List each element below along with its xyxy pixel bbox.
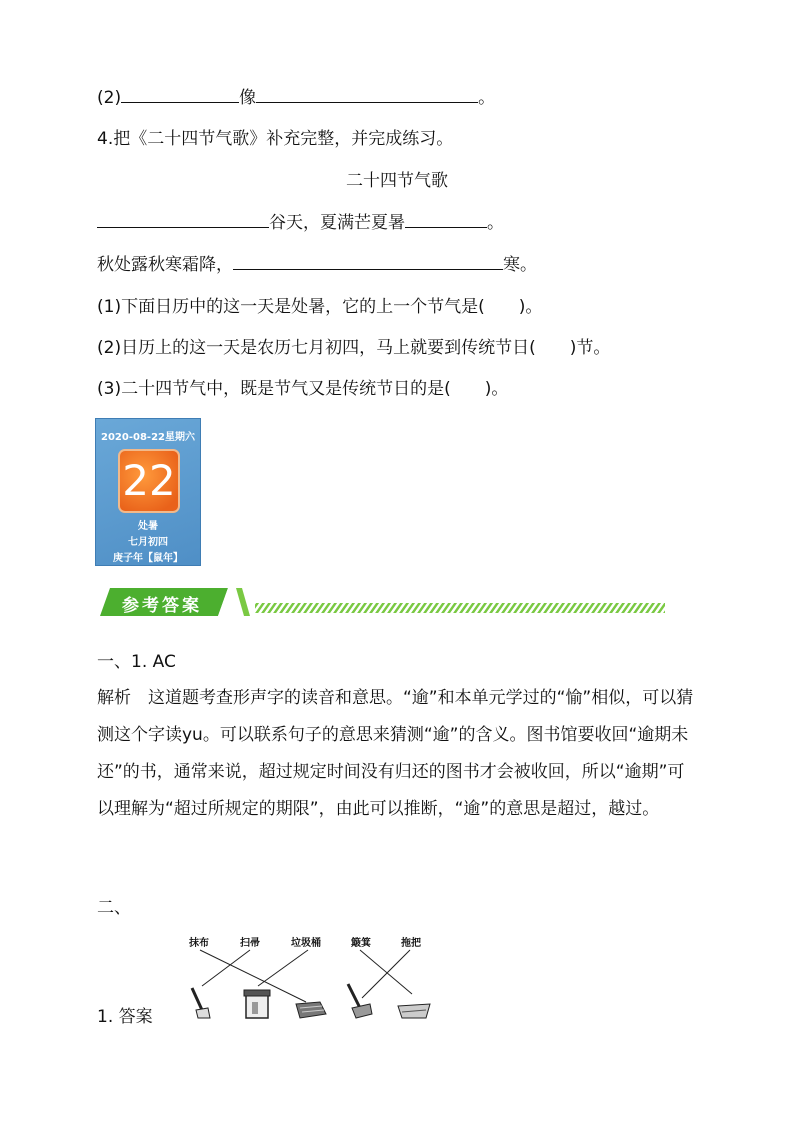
poem-line-2-end: 寒。 <box>503 255 537 275</box>
poem-line-1 <box>97 211 504 235</box>
blank <box>121 86 239 103</box>
calendar-day-tile <box>118 449 180 513</box>
match-label: 扫帚 <box>240 938 260 949</box>
match-lines <box>200 950 412 1002</box>
q2-end: 。 <box>478 88 496 108</box>
q2-middle-text: 像 <box>239 88 257 108</box>
blank <box>97 211 269 228</box>
question-4-title: 4.把《二十四节气歌》补充完整，并完成练习。 <box>97 129 454 149</box>
blank <box>405 211 487 228</box>
trash-bin-icon <box>244 990 270 1018</box>
cloth-icon <box>296 1002 326 1018</box>
sub-question-3: (3)二十四节气中，既是节气又是传统节日的是( )。 <box>97 379 509 399</box>
dustpan-icon <box>398 1004 430 1018</box>
calendar-year: 庚子年【鼠年】 <box>113 553 183 564</box>
calendar-image <box>95 418 201 566</box>
matching-figure <box>180 944 440 1026</box>
answer-1: 一、1. AC <box>97 652 176 672</box>
match-label: 垃圾桶 <box>291 938 321 949</box>
poem-line-2-text: 秋处露秋寒霜降， <box>97 255 233 275</box>
q2-number: (2) <box>97 88 122 108</box>
blank <box>233 253 503 270</box>
broom-icon <box>348 984 372 1018</box>
calendar-term: 处暑 <box>138 521 158 532</box>
banner-stripe <box>255 603 665 613</box>
sub-question-1: (1)下面日历中的这一天是处暑，它的上一个节气是( )。 <box>97 297 543 317</box>
answer-analysis: 解析 这道题考查形声字的读音和意思。“逾”和本单元学过的“愉”相似，可以猜测这个字读yu。可以联系句子的意思来猜测“逾”的含义。图书馆要收回“逾期未还”的书，通常来说，超过规定时间没有归还的图书才会被收回，所以“逾期”可以理解为“超过所规定的期限”，由此可以推断，“逾”的意思是超过，越过。 <box>97 688 694 819</box>
poem-title: 二十四节气歌 <box>346 171 448 191</box>
answer-2-heading: 二、 <box>97 898 131 918</box>
q2-fill-line <box>97 86 495 110</box>
match-label: 抹布 <box>189 938 209 949</box>
answer-2-1: 1. 答案 <box>97 1007 153 1027</box>
poem-line-1-text: 谷天，夏满芒夏暑 <box>269 213 405 233</box>
match-label: 拖把 <box>401 938 421 949</box>
poem-line-2 <box>97 253 537 277</box>
calendar-day: 22 <box>122 456 176 505</box>
mop-icon <box>192 988 210 1018</box>
calendar-date: 2020-08-22星期六 <box>101 432 195 443</box>
poem-line-1-end: 。 <box>487 213 504 233</box>
answer-banner-label: 参考答案 <box>122 596 202 616</box>
match-label: 簸箕 <box>351 938 371 949</box>
blank <box>256 86 478 103</box>
calendar-lunar: 七月初四 <box>128 537 168 548</box>
sub-question-2: (2)日历上的这一天是农历七月初四，马上就要到传统节日( )节。 <box>97 338 611 358</box>
